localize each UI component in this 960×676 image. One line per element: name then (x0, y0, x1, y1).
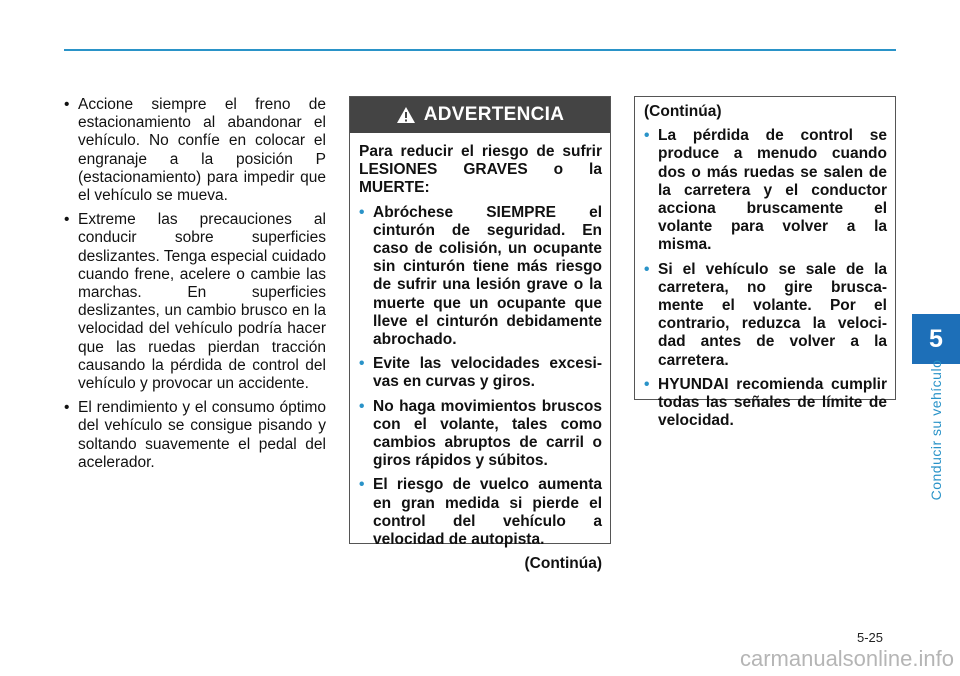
list-item: • La pérdida de control se produce a menudo cuando dos o más ruedas se salen de la carretera y el conductor acciona bruscamente el volante para volver a la misma. (644, 127, 887, 254)
list-item: • El riesgo de vuelco aumenta en gran medida si pierde el control del vehículo a velocidad de autopista. (359, 476, 602, 549)
list-item: • El rendimiento y el consumo óptimo del vehículo se consigue pisando y soltando suavemente el pedal del acelerador. (64, 399, 326, 471)
list-item: • Si el vehículo se sale de la carretera, no gire brusca-mente el volante. Por el contrario, reduzca la veloci-dad antes de volver a la carretera. (644, 260, 887, 369)
page-number: 5-25 (857, 630, 884, 645)
warning-triangle-icon (396, 106, 416, 124)
list-item: • Evite las velocidades excesi-vas en curvas y giros. (359, 355, 602, 391)
warning-title: ADVERTENCIA (423, 103, 565, 125)
watermark: carmanualsonline.info (739, 646, 954, 671)
chapter-title: Conducir su vehículo (928, 359, 944, 501)
continued-label: (Continúa) (644, 103, 722, 120)
warning-intro: Para reducir el riesgo de sufrir LESIONES GRAVES o la MUERTE: (359, 143, 602, 197)
list-item: • HYUNDAI recomienda cumplir todas las señales de límite de velocidad. (644, 375, 887, 430)
left-column (62, 96, 326, 478)
top-rule (64, 49, 896, 51)
list-item: • No haga movimientos bruscos con el volante, tales como cambios abruptos de carril o giros rápidos y súbitos. (359, 397, 602, 470)
warning-body (635, 97, 895, 438)
warning-box (349, 96, 611, 573)
warning-box-continued (634, 96, 896, 430)
warning-header (350, 97, 610, 133)
chapter-tab: 5 (912, 314, 960, 364)
warning-body (350, 133, 610, 581)
continues-label: (Continúa) (524, 555, 602, 573)
list-item: • Abróchese SIEMPRE el cinturón de seguridad. En caso de colisión, un ocupante sin cinturón tiene más riesgo de sufrir una lesión grave o la muerte que un ocupante que lleve el cinturón debidamente abrochado. (359, 203, 602, 349)
list-item: • Extreme las precauciones al conducir sobre superficies deslizantes. Tenga especial cuidado cuando frene, acelere o cambie las marchas. En superficies deslizantes, un cambio brusco en la velocidad del vehículo podría hacer que las ruedas pierdan tracción causando la pérdida de control del vehículo y provocar un accidente. (64, 211, 326, 393)
list-item: • Accione siempre el freno de estacionamiento al abandonar el vehículo. No confíe en colocar el engranaje a la posición P (estacionamiento) para impedir que el vehículo se mueva. (64, 96, 326, 205)
